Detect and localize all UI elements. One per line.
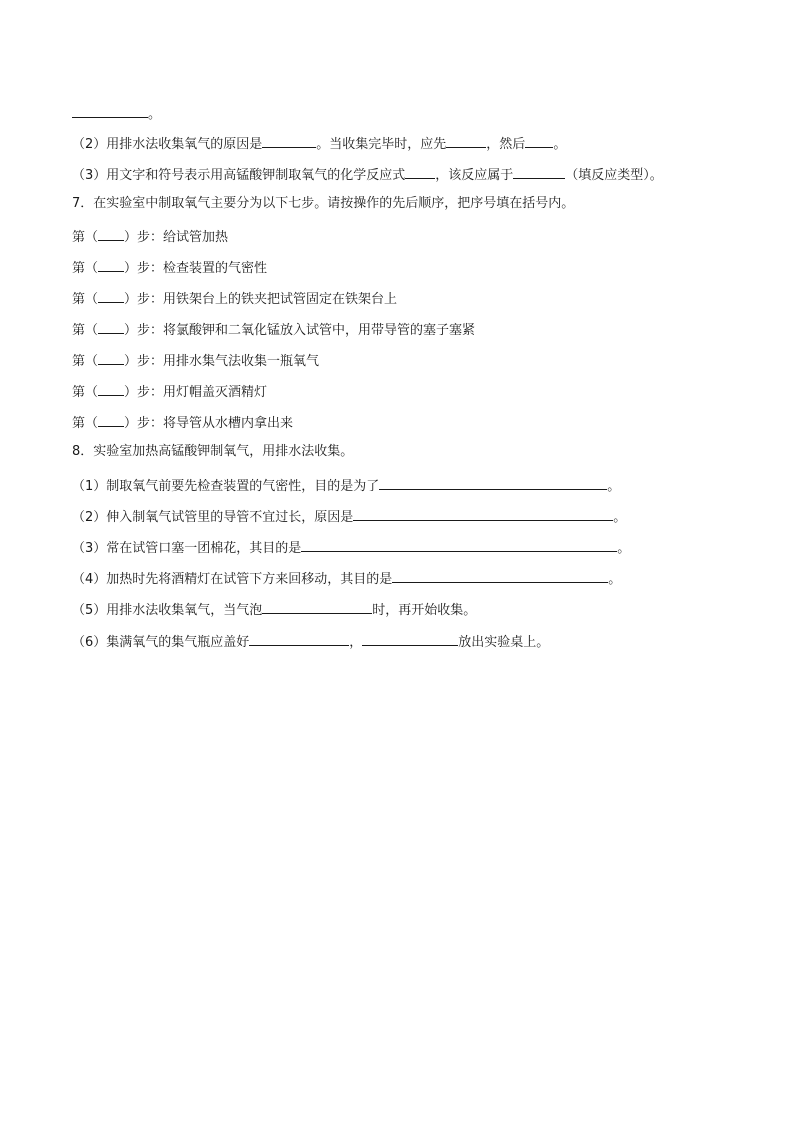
q8-item-text: （6）集满氧气的集气瓶应盖好: [72, 635, 250, 650]
q8-item-sep: ，: [349, 635, 363, 650]
q8-item: [72, 536, 630, 556]
q8-title: 8．实验室加热高锰酸钾制氧气，用排水法收集。: [72, 444, 354, 459]
answer-blank[interactable]: [262, 132, 316, 148]
step-text: 用灯帽盖灭酒精灯: [163, 385, 268, 400]
step-number-blank[interactable]: [98, 256, 124, 272]
q8-item-end: 。: [613, 510, 627, 525]
answer-blank[interactable]: [446, 132, 486, 148]
continuation-line: [72, 102, 161, 122]
step-middle: ）步：: [124, 323, 164, 338]
step-text: 检查装置的气密性: [163, 261, 268, 276]
q6-part2-text-c: ，然后: [486, 137, 526, 152]
answer-blank[interactable]: [405, 163, 435, 179]
q8-item-text: （1）制取氧气前要先检查装置的气密性，目的是为了: [72, 479, 380, 494]
answer-blank[interactable]: [392, 567, 608, 583]
q6-part3-text-b: ，该反应属于: [435, 168, 514, 183]
answer-blank[interactable]: [249, 630, 349, 646]
q8-item-text: （4）加热时先将酒精灯在试管下方来回移动，其目的是: [72, 572, 393, 587]
answer-blank[interactable]: [262, 598, 372, 614]
step-middle: ）步：: [124, 416, 164, 431]
answer-blank[interactable]: [379, 474, 607, 490]
step-number-blank[interactable]: [98, 318, 124, 334]
q7-step: [72, 256, 267, 276]
q7-step: [72, 349, 319, 369]
step-middle: ）步：: [124, 354, 164, 369]
q7-step: [72, 287, 397, 307]
step-middle: ）步：: [124, 261, 164, 276]
answer-blank[interactable]: [353, 505, 613, 521]
step-text: 将导管从水槽内拿出来: [163, 416, 294, 431]
step-number-blank[interactable]: [98, 225, 124, 241]
step-middle: ）步：: [124, 230, 164, 245]
step-middle: ）步：: [124, 292, 164, 307]
step-number-blank[interactable]: [98, 380, 124, 396]
step-number-blank[interactable]: [98, 411, 124, 427]
step-text: 用排水集气法收集一瓶氧气: [163, 354, 320, 369]
step-prefix: 第（: [72, 261, 99, 276]
step-prefix: 第（: [72, 292, 99, 307]
q8-item-end: 。: [617, 541, 631, 556]
answer-blank[interactable]: [362, 630, 458, 646]
q8-item: [72, 505, 626, 525]
q6-part2-text-a: （2）用排水法收集氧气的原因是: [72, 137, 263, 152]
step-prefix: 第（: [72, 354, 99, 369]
answer-blank[interactable]: [72, 102, 148, 118]
step-prefix: 第（: [72, 323, 99, 338]
q7-title: 7．在实验室中制取氧气主要分为以下七步。请按操作的先后顺序，把序号填在括号内。: [72, 196, 575, 211]
q8-item-text: （3）常在试管口塞一团棉花，其目的是: [72, 541, 302, 556]
q8-item-end: 放出实验桌上。: [458, 635, 550, 650]
q7-step: [72, 225, 228, 245]
q6-part2-text-b: 。当收集完毕时，应先: [316, 137, 447, 152]
step-text: 用铁架台上的铁夹把试管固定在铁架台上: [163, 292, 398, 307]
step-prefix: 第（: [72, 416, 99, 431]
step-text: 给试管加热: [163, 230, 229, 245]
step-prefix: 第（: [72, 230, 99, 245]
q8-item-end: 。: [607, 479, 621, 494]
answer-blank[interactable]: [513, 163, 565, 179]
q6-part2-text-d: 。: [553, 137, 567, 152]
step-text: 将氯酸钾和二氧化锰放入试管中，用带导管的塞子塞紧: [163, 323, 476, 338]
step-number-blank[interactable]: [98, 349, 124, 365]
q6-part3-text-c: （填反应类型）。: [565, 168, 663, 183]
q8-item: [72, 630, 549, 650]
q8-item: [72, 567, 621, 587]
q8-item-end: 时，再开始收集。: [372, 603, 477, 618]
line-end-text: 。: [148, 107, 162, 122]
step-prefix: 第（: [72, 385, 99, 400]
q8-item-text: （5）用排水法收集氧气，当气泡: [72, 603, 263, 618]
q6-part3: [72, 163, 663, 183]
q6-part2: [72, 132, 566, 152]
step-middle: ）步：: [124, 385, 164, 400]
answer-blank[interactable]: [301, 536, 617, 552]
q8-item: [72, 598, 476, 618]
q7-step: [72, 318, 475, 338]
step-number-blank[interactable]: [98, 287, 124, 303]
q8-item: [72, 474, 620, 494]
q6-part3-text-a: （3）用文字和符号表示用高锰酸钾制取氧气的化学反应式: [72, 168, 406, 183]
q7-step: [72, 380, 267, 400]
answer-blank[interactable]: [525, 132, 553, 148]
q8-item-end: 。: [608, 572, 622, 587]
q7-step: [72, 411, 293, 431]
q8-item-text: （2）伸入制氧气试管里的导管不宜过长，原因是: [72, 510, 354, 525]
